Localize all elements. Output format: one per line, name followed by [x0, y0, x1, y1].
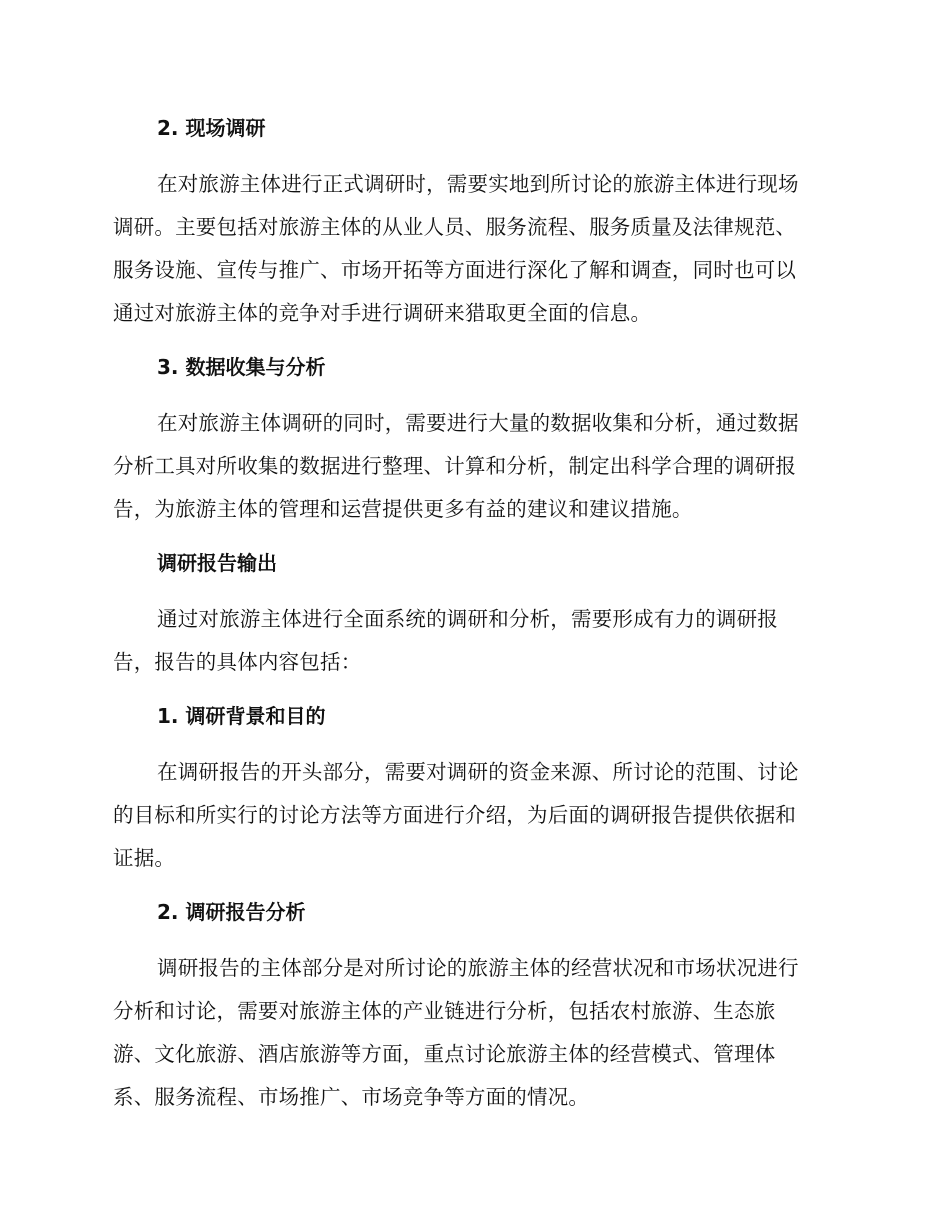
- paragraph-report-analysis: [113, 947, 833, 1119]
- text-line: 系、服务流程、市场推广、市场竞争等方面的情况。: [113, 1085, 590, 1109]
- text-line: 的目标和所实行的讨论方法等方面进行介绍，为后面的调研报告提供依据和: [113, 803, 797, 827]
- section-heading-report-analysis: 2. 调研报告分析: [157, 900, 306, 924]
- section-heading-background-purpose: 1. 调研背景和目的: [157, 704, 326, 728]
- text-line: 在对旅游主体调研的同时，需要进行大量的数据收集和分析，通过数据: [157, 411, 799, 435]
- text-line: 通过对旅游主体进行全面系统的调研和分析，需要形成有力的调研报: [157, 607, 778, 631]
- text-line: 分析工具对所收集的数据进行整理、计算和分析，制定出科学合理的调研报: [113, 454, 797, 478]
- text-line: 在对旅游主体进行正式调研时，需要实地到所讨论的旅游主体进行现场: [157, 172, 799, 196]
- paragraph-onsite-research: [113, 163, 833, 335]
- text-line: 服务设施、宣传与推广、市场开拓等方面进行深化了解和调查，同时也可以: [113, 258, 797, 282]
- document-body: [113, 108, 833, 1119]
- section-heading-data-analysis: 3. 数据收集与分析: [157, 355, 326, 379]
- text-line: 在调研报告的开头部分，需要对调研的资金来源、所讨论的范围、讨论: [157, 760, 799, 784]
- paragraph-report-output: [113, 598, 833, 684]
- text-line: 告，报告的具体内容包括：: [113, 650, 362, 674]
- paragraph-background-purpose: [113, 751, 833, 880]
- section-heading-onsite-research: 2. 现场调研: [157, 116, 266, 140]
- text-line: 调研。主要包括对旅游主体的从业人员、服务流程、服务质量及法律规范、: [113, 215, 797, 239]
- text-line: 调研报告的主体部分是对所讨论的旅游主体的经营状况和市场状况进行: [157, 956, 799, 980]
- text-line: 证据。: [113, 846, 176, 870]
- text-line: 通过对旅游主体的竞争对手进行调研来猎取更全面的信息。: [113, 301, 652, 325]
- section-heading-report-output: 调研报告输出: [157, 551, 277, 575]
- paragraph-data-analysis: [113, 402, 833, 531]
- text-line: 游、文化旅游、酒店旅游等方面，重点讨论旅游主体的经营模式、管理体: [113, 1042, 776, 1066]
- text-line: 分析和讨论，需要对旅游主体的产业链进行分析，包括农村旅游、生态旅: [113, 999, 776, 1023]
- text-line: 告，为旅游主体的管理和运营提供更多有益的建议和建议措施。: [113, 497, 693, 521]
